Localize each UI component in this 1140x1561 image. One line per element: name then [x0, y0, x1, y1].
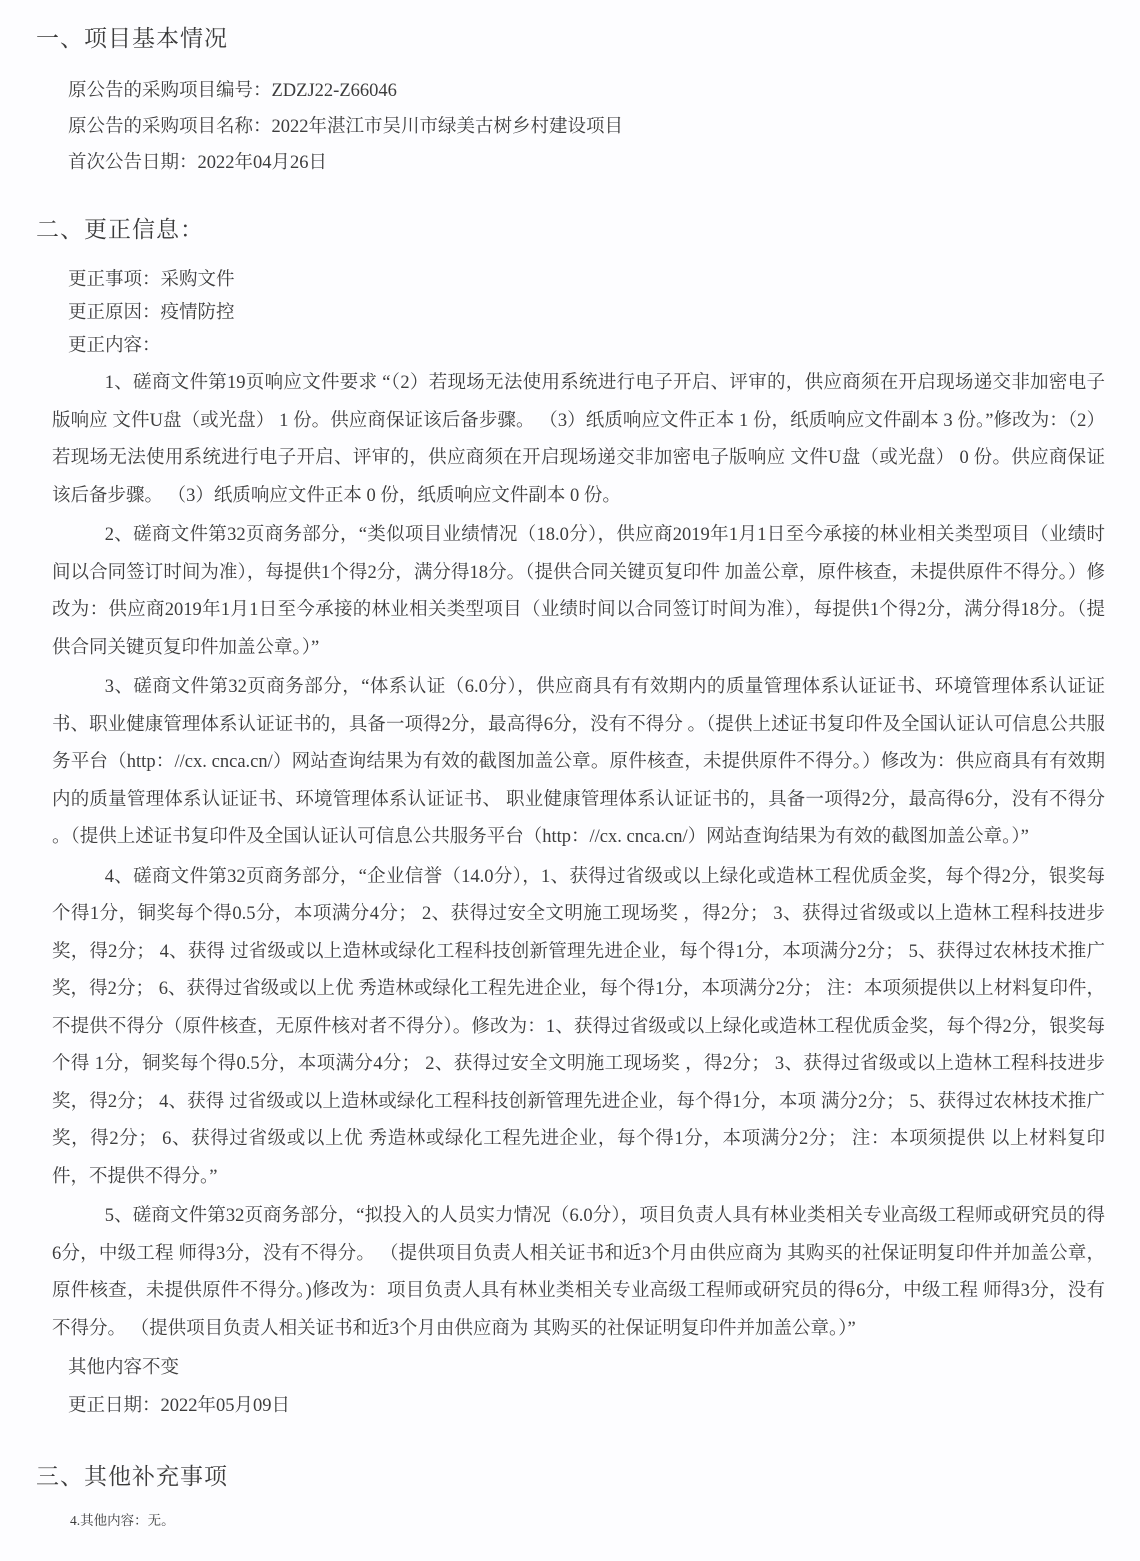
correction-paragraph-5: 5、磋商文件第32页商务部分，“拟投入的人员实力情况（6.0分），项目负责人具有林业类相关专业高级工程师或研究员的得6分，中级工程 师得3分，没有不得分。 （提供项目负责人相关证书和近3个月由供应商为 其购买的社保证明复印件并加盖公章，原件核查，未提供原件不得分。)修改为：项目负责人具有林业类相关专业高级工程师或研究员的得6分，中级工程 师得3分，没有不得分。 （提供项目负责人相关证书和近3个月由供应商为 其购买的社保证明复印件并加盖公章。）”	[52, 1206, 1105, 1339]
correction-date-line: 更正日期：2022年05月09日	[68, 1396, 291, 1416]
correction-paragraph-2: 2、磋商文件第32页商务部分，“类似项目业绩情况（18.0分），供应商2019年1月1日至今承接的林业相关类型项目（业绩时间以合同签订时间为准），每提供1个得2分，满分得18分。（提供合同关键页复印件 加盖公章，原件核查，未提供原件不得分。）修改为：供应商2019年1月1日至今承接的林业相关类型项目（业绩时间以合同签订时间为准），每提供1个得2分，满分得18分。（提供合同关键页复印件加盖公章。）”	[52, 525, 1105, 658]
original-project-name-line: 原公告的采购项目名称：2022年湛江市吴川市绿美古树乡村建设项目	[68, 117, 624, 137]
section-3-heading: 三、其他补充事项	[36, 1464, 228, 1489]
correction-reason-line: 更正原因：疫情防控	[68, 303, 235, 323]
original-project-number-line: 原公告的采购项目编号：ZDZJ22-Z66046	[68, 81, 397, 101]
other-content-note: 4.其他内容：无。	[70, 1513, 175, 1528]
first-announcement-date-line: 首次公告日期：2022年04月26日	[68, 153, 328, 173]
correction-content-label: 更正内容：	[68, 336, 161, 356]
section-2-heading: 二、更正信息：	[36, 217, 204, 242]
correction-paragraph-3: 3、磋商文件第32页商务部分，“体系认证（6.0分），供应商具有有效期内的质量管理体系认证证书、环境管理体系认证证书、职业健康管理体系认证证书的，具备一项得2分，最高得6分，没有不得分 。（提供上述证书复印件及全国认证认可信息公共服务平台（http：//cx. cnca.cn/）网站查询结果为有效的截图加盖公章。原件核查，未提供原件不得分。）修改为：供应商具有有效期内的质量管理体系认证证书、环境管理体系认证证书、 职业健康管理体系认证证书的，具备一项得2分，最高得6分，没有不得分 。（提供上述证书复印件及全国认证认可信息公共服务平台（http：//cx. cnca.cn/）网站查询结果为有效的截图加盖公章。）”	[52, 677, 1105, 847]
correction-item-line: 更正事项：采购文件	[68, 270, 235, 290]
correction-paragraph-1: 1、磋商文件第19页响应文件要求 “（2）若现场无法使用系统进行电子开启、评审的，供应商须在开启现场递交非加密电子版响应 文件U盘（或光盘） 1 份。供应商保证该后备步骤。 （3）纸质响应文件正本 1 份，纸质响应文件副本 3 份。”修改为：（2）若现场无法使用系统进行电子开启、评审的，供应商须在开启现场递交非加密电子版响应 文件U盘（或光盘） 0 份。供应商保证该后备步骤。 （3）纸质响应文件正本 0 份，纸质响应文件副本 0 份。	[52, 373, 1105, 506]
section-1-heading: 一、项目基本情况	[36, 26, 228, 51]
other-content-unchanged-line: 其他内容不变	[68, 1358, 180, 1378]
correction-paragraph-4: 4、磋商文件第32页商务部分，“企业信誉（14.0分），1、获得过省级或以上绿化或造林工程优质金奖，每个得2分，银奖每个得1分，铜奖每个得0.5分，本项满分4分； 2、获得过安全文明施工现场奖 ，得2分； 3、获得过省级或以上造林工程科技进步奖，得2分； 4、获得 过省级或以上造林或绿化工程科技创新管理先进企业，每个得1分，本项满分2分； 5、获得过农林技术推广奖，得2分； 6、获得过省级或以上优 秀造林或绿化工程先进企业，每个得1分，本项满分2分； 注：本项须提供以上材料复印件，不提供不得分（原件核查，无原件核对者不得分）。修改为：1、获得过省级或以上绿化或造林工程优质金奖，每个得2分，银奖每个得 1分，铜奖每个得0.5分，本项满分4分； 2、获得过安全文明施工现场奖 ，得2分； 3、获得过省级或以上造林工程科技进步奖，得2分； 4、获得 过省级或以上造林或绿化工程科技创新管理先进企业，每个得1分，本项 满分2分； 5、获得过农林技术推广奖，得2分； 6、获得过省级或以上优 秀造林或绿化工程先进企业，每个得1分，本项满分2分； 注：本项须提供 以上材料复印件，不提供不得分。”	[52, 866, 1105, 1187]
